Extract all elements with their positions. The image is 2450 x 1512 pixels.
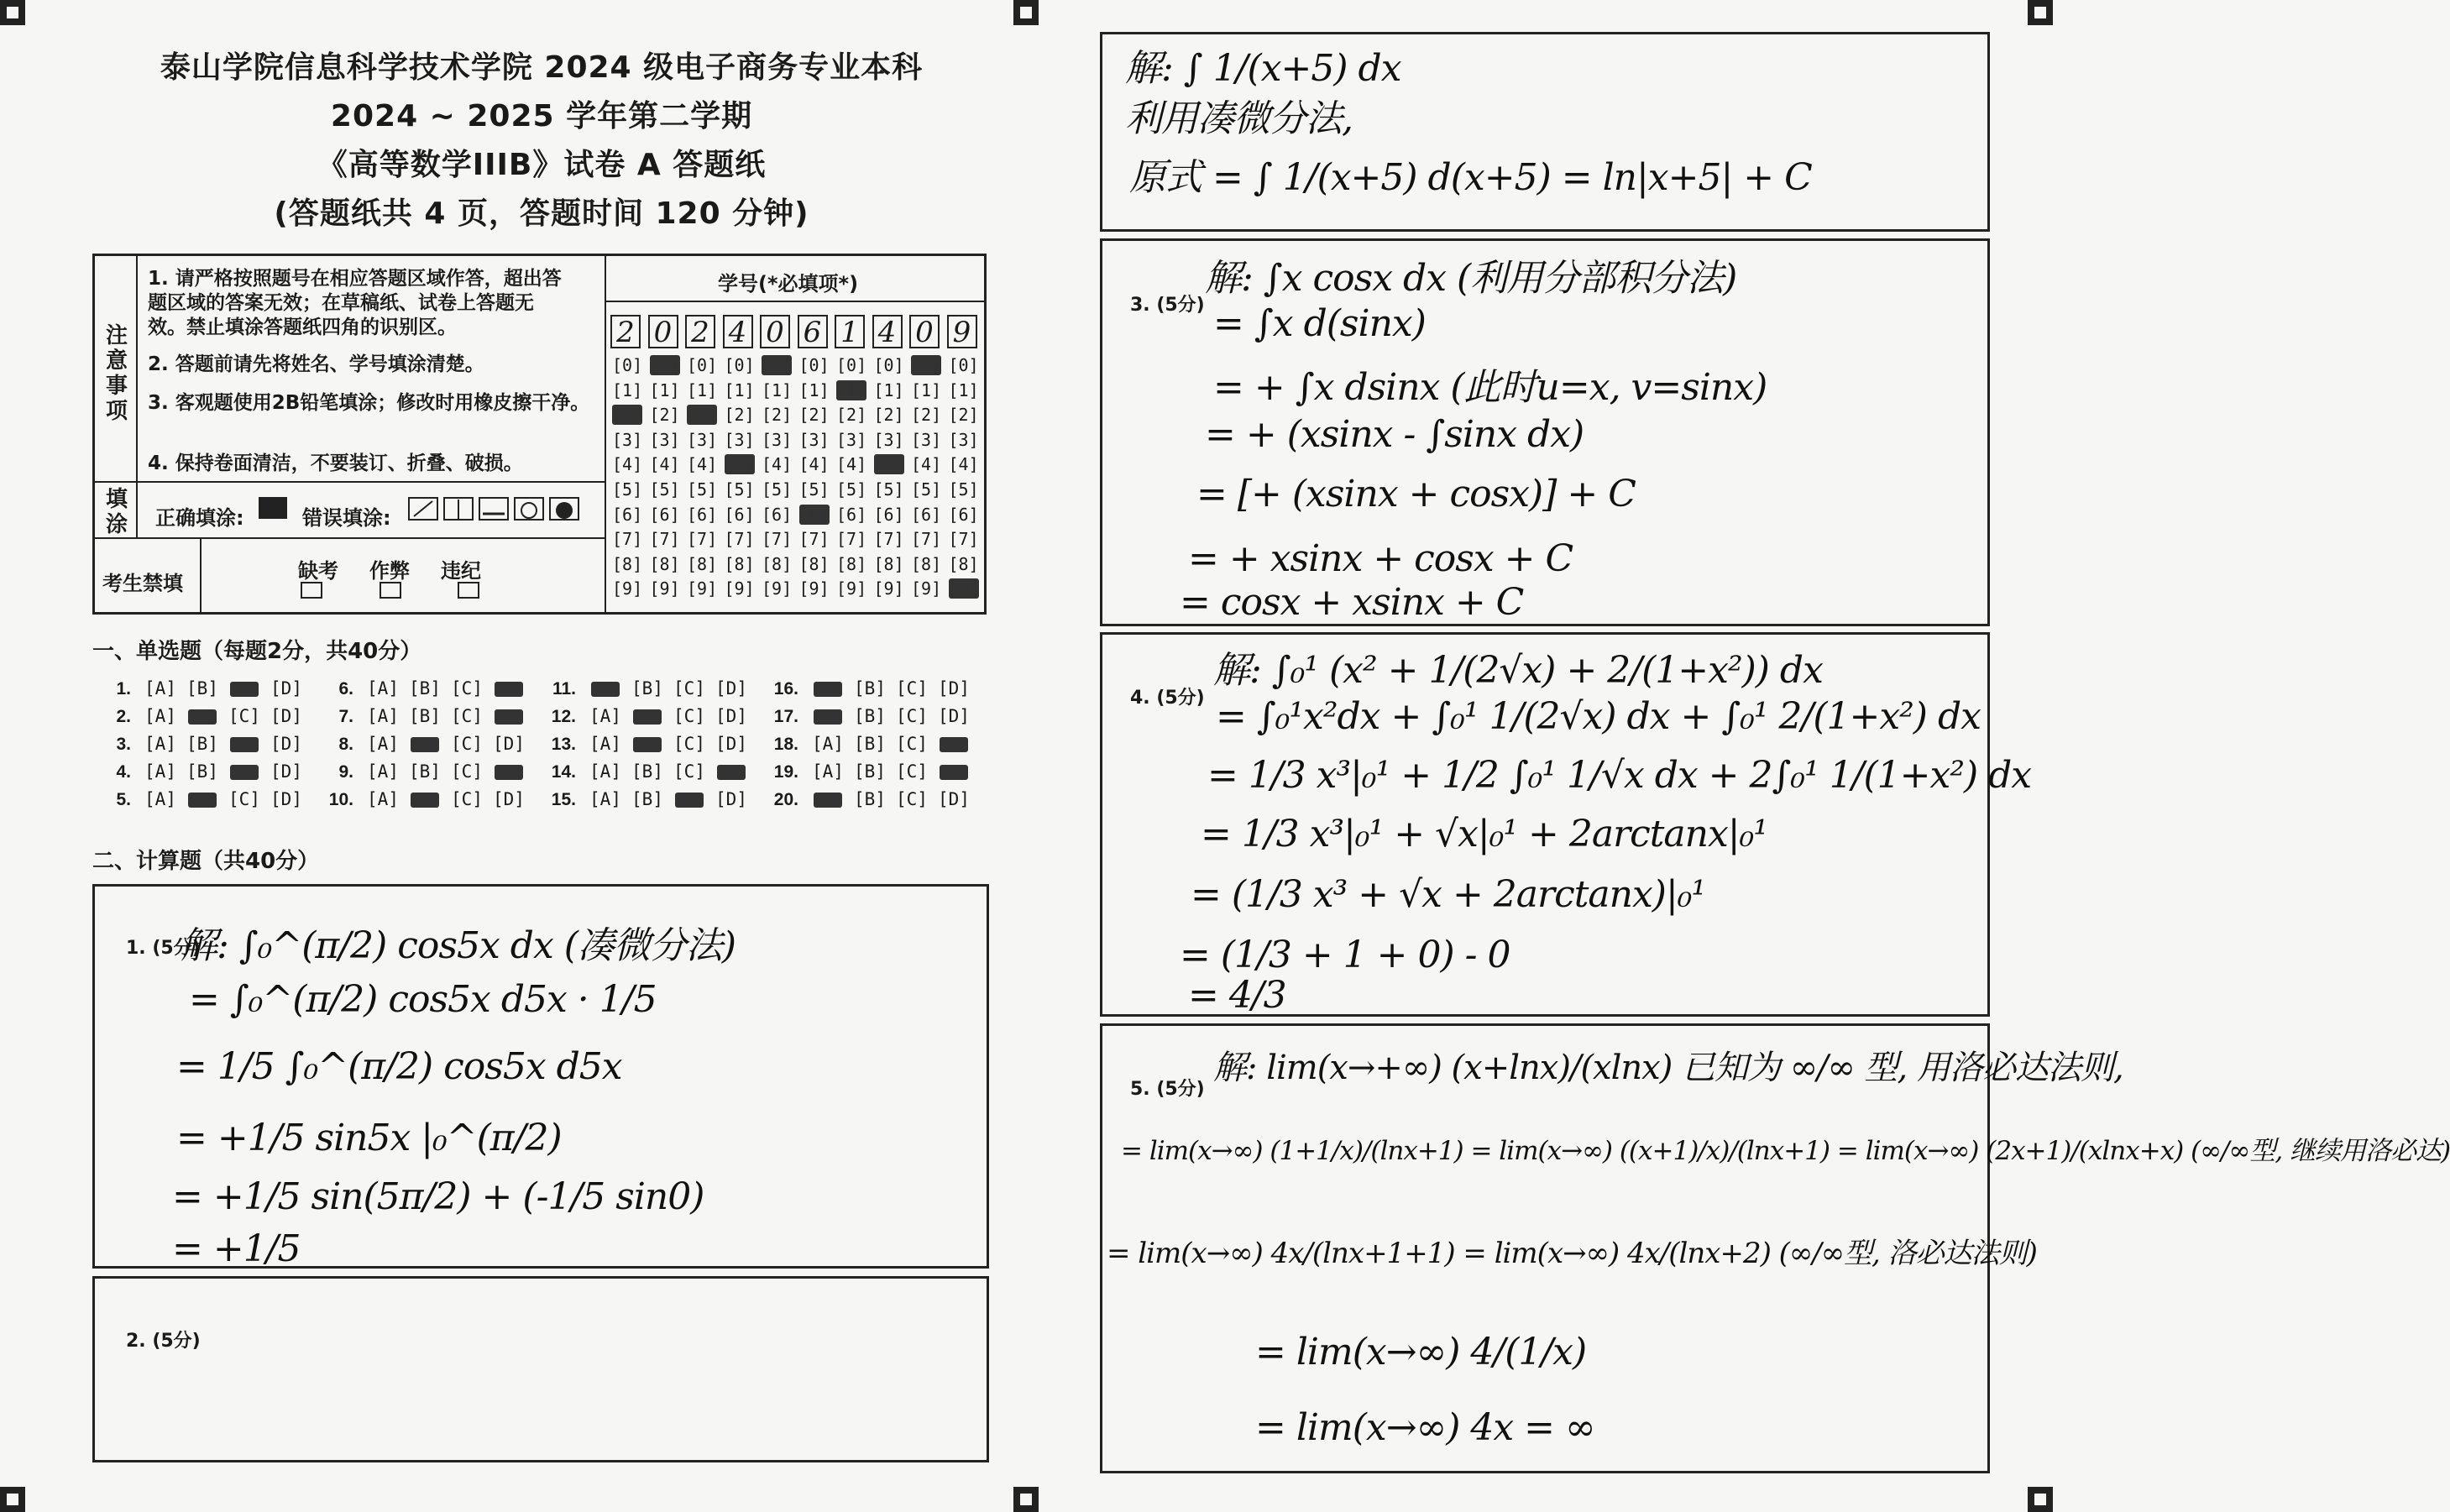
q5-line-2: = lim(x→∞) (1+1/x)/(lnx+1) = lim(x→∞) ((x+1)/x)/(lnx+1) = lim(x→∞) (2x+1)/(xlnx+x) (∞/∞型, 继续用洛必达) [1121, 1136, 2450, 1166]
notes-side-label: 注意事项 [105, 323, 128, 424]
q4-line-1: 解: ∫₀¹ (x² + 1/(2√x) + 2/(1+x²)) dx [1213, 649, 1823, 692]
absent-checkbox[interactable] [301, 582, 322, 599]
mcq-option-d[interactable]: [D] [938, 678, 970, 698]
mcq-option-c[interactable]: [C] [451, 761, 483, 782]
student-id-bubble[interactable]: [5] [687, 479, 718, 500]
q3-line-4: = + (xsinx - ∫sinx dx) [1205, 413, 1584, 456]
mcq-question [322, 761, 530, 782]
student-id-bubble[interactable]: [7] [798, 529, 830, 550]
student-id-bubble[interactable]: [6] [911, 504, 942, 525]
header-school: 泰山学院信息科学技术学院 2024 级电子商务专业本科 [160, 50, 924, 85]
answer-box-q2[interactable] [92, 1276, 989, 1462]
student-id-bubble[interactable]: [5] [612, 479, 643, 500]
student-id-bubble[interactable]: [9] [724, 578, 755, 599]
mcq-option-c[interactable]: [C] [896, 706, 928, 726]
student-id-bubble[interactable]: [9] [612, 578, 643, 599]
mcq-option-b[interactable] [404, 734, 446, 754]
mcq-option-a[interactable] [807, 678, 849, 698]
student-id-bubble[interactable]: [6] [762, 504, 793, 525]
student-id-digit: 1 [835, 315, 865, 348]
student-id-digit: 0 [909, 315, 940, 348]
mcq-option-c[interactable] [223, 678, 265, 698]
student-id-bubble[interactable]: [1] [911, 379, 942, 400]
mcq-number: 2. [116, 707, 131, 726]
student-id-bubble[interactable]: [0] [762, 355, 793, 375]
student-id-bubble[interactable]: [2] [687, 405, 718, 426]
mcq-option-b[interactable] [626, 706, 668, 726]
student-id-bubble[interactable]: [1] [873, 379, 904, 400]
q1-line-6: = +1/5 [172, 1227, 301, 1270]
student-id-bubble[interactable]: [3] [724, 429, 755, 450]
header-exam-title: 《高等数学IIIB》试卷 A 答题纸 [317, 148, 767, 182]
student-id-bubble[interactable]: [3] [873, 429, 904, 450]
mcq-question [544, 761, 752, 782]
student-id-bubble[interactable]: [4] [798, 454, 830, 475]
note-4: 4. 保持卷面清洁，不要装订、折叠、破损。 [148, 453, 523, 474]
student-id-bubble[interactable]: [8] [798, 553, 830, 574]
mcq-option-b[interactable] [181, 789, 223, 809]
mcq-option-d[interactable]: [D] [715, 789, 747, 809]
mcq-option-a[interactable]: [A] [367, 789, 399, 809]
header-term: 2024 ~ 2025 学年第二学期 [330, 99, 753, 133]
mcq-option-d[interactable] [710, 761, 752, 782]
q4-line-6: = (1/3 + 1 + 0) - 0 [1180, 934, 1510, 976]
student-id-bubble[interactable]: [1] [798, 379, 830, 400]
student-id-bubble[interactable]: [0] [798, 355, 830, 375]
mcq-number: 11. [552, 679, 576, 698]
mcq-number: 20. [773, 790, 798, 809]
student-id-bubble[interactable]: [1] [762, 379, 793, 400]
student-id-bubble[interactable]: [6] [948, 504, 979, 525]
student-id-bubble[interactable]: [1] [612, 379, 643, 400]
student-id-bubble[interactable]: [5] [948, 479, 979, 500]
mcq-option-b[interactable]: [B] [186, 678, 218, 698]
mcq-question [767, 706, 975, 727]
student-id-bubble[interactable]: [5] [724, 479, 755, 500]
student-id-bubble[interactable]: [3] [836, 429, 867, 450]
student-id-bubble[interactable]: [2] [724, 405, 755, 426]
q1-line-3: = 1/5 ∫₀^(π/2) cos5x d5x [176, 1045, 622, 1088]
mcq-option-b[interactable] [404, 789, 446, 809]
correct-fill-label: 正确填涂: [155, 506, 244, 530]
mcq-option-d[interactable]: [D] [270, 734, 302, 754]
mcq-option-b[interactable]: [B] [186, 761, 218, 782]
mcq-option-a[interactable]: [A] [367, 706, 399, 726]
mcq-number: 6. [338, 679, 353, 698]
mcq-option-b[interactable]: [B] [409, 761, 441, 782]
student-id-bubble[interactable]: [3] [687, 429, 718, 450]
student-id-bubble[interactable]: [7] [836, 529, 867, 550]
q1-line-4: = +1/5 sin5x |₀^(π/2) [176, 1117, 562, 1159]
corner-marker-top-center [1013, 0, 1039, 25]
mcq-number: 19. [773, 762, 798, 782]
student-id-bubble[interactable]: [7] [687, 529, 718, 550]
mcq-option-a[interactable] [807, 789, 849, 809]
student-id-bubble[interactable]: [3] [649, 429, 680, 450]
mcq-question [99, 789, 307, 810]
q4-label: 4. (5分) [1130, 688, 1205, 709]
student-id-bubble[interactable]: [0] [612, 355, 643, 375]
student-id-bubble[interactable]: [0] [724, 355, 755, 375]
mcq-number: 12. [551, 707, 576, 726]
note-1: 1. 请严格按照题号在相应答题区域作答，超出答题区域的答案无效；在草稿纸、试卷上答题无效。禁止填涂答题纸四角的识别区。 [148, 268, 562, 338]
student-id-bubble[interactable]: [4] [762, 454, 793, 475]
mcq-option-a[interactable]: [A] [812, 734, 844, 754]
q2-line-1: 解: ∫ 1/(x+5) dx [1125, 47, 1401, 90]
mcq-question [544, 706, 752, 727]
header-instructions: (答题纸共 4 页，答题时间 120 分钟) [274, 196, 809, 231]
mcq-option-a[interactable]: [A] [367, 761, 399, 782]
mcq-option-a[interactable]: [A] [589, 706, 621, 726]
q3-line-1: 解: ∫x cosx dx (利用分部积分法) [1205, 257, 1737, 300]
mcq-option-c[interactable]: [C] [896, 761, 928, 782]
student-id-bubble[interactable]: [1] [836, 379, 867, 400]
q3-line-5: = [+ (xsinx + cosx)] + C [1196, 473, 1636, 515]
mcq-question [99, 706, 307, 727]
q2-line-3: 原式 = ∫ 1/(x+5) d(x+5) = ln|x+5| + C [1129, 156, 1812, 199]
q5-line-5: = lim(x→∞) 4x = ∞ [1255, 1406, 1595, 1449]
mcq-option-a[interactable]: [A] [144, 706, 176, 726]
student-id-bubble[interactable]: [4] [836, 454, 867, 475]
student-id-bubble[interactable]: [8] [873, 553, 904, 574]
q4-line-3: = 1/3 x³|₀¹ + 1/2 ∫₀¹ 1/√x dx + 2∫₀¹ 1/(1+x²) dx [1207, 754, 2032, 797]
mcq-option-d[interactable]: [D] [938, 789, 970, 809]
mcq-number: 17. [773, 707, 798, 726]
student-id-bubble[interactable]: [0] [649, 355, 680, 375]
q4-line-7: = 4/3 [1188, 974, 1286, 1017]
mcq-option-a[interactable]: [A] [367, 678, 399, 698]
mcq-number: 5. [116, 790, 131, 809]
mcq-option-d[interactable]: [D] [270, 761, 302, 782]
mcq-question [322, 734, 530, 755]
violation-label: 违纪 [441, 559, 481, 583]
student-id-bubble[interactable]: [0] [836, 355, 867, 375]
wrong-fill-label: 错误填涂: [302, 506, 391, 530]
student-id-bubble[interactable]: [3] [798, 429, 830, 450]
student-id-digit: 4 [723, 315, 753, 348]
corner-marker-bottom-right [2028, 1487, 2053, 1512]
student-id-digit: 0 [760, 315, 790, 348]
cheat-checkbox[interactable] [380, 582, 401, 599]
student-id-bubble[interactable]: [3] [911, 429, 942, 450]
absent-label: 缺考 [298, 559, 338, 583]
student-id-bubble[interactable]: [6] [687, 504, 718, 525]
mcq-option-c[interactable]: [C] [228, 789, 260, 809]
mcq-option-c[interactable]: [C] [896, 734, 928, 754]
student-id-bubble[interactable]: [2] [798, 405, 830, 426]
mcq-option-d[interactable] [933, 761, 975, 782]
q5-line-3: = lim(x→∞) 4x/(lnx+1+1) = lim(x→∞) 4x/(lnx+2) (∞/∞型, 洛必达法则) [1107, 1237, 2037, 1270]
mcq-option-d[interactable] [488, 678, 530, 698]
student-id-bubble[interactable]: [3] [612, 429, 643, 450]
mcq-option-d[interactable]: [D] [938, 706, 970, 726]
student-id-bubble[interactable]: [2] [836, 405, 867, 426]
student-id-bubble[interactable]: [2] [762, 405, 793, 426]
mcq-option-d[interactable] [488, 706, 530, 726]
student-id-bubble[interactable]: [4] [687, 454, 718, 475]
mcq-question [99, 761, 307, 782]
student-id-bubble[interactable]: [8] [612, 553, 643, 574]
q3-line-2: = ∫x d(sinx) [1213, 302, 1426, 345]
mcq-option-b[interactable]: [B] [854, 761, 886, 782]
mcq-option-d[interactable]: [D] [270, 706, 302, 726]
mcq-question [99, 734, 307, 755]
mcq-number: 16. [773, 679, 798, 698]
student-id-digit: 6 [798, 315, 828, 348]
note-3: 3. 客观题使用2B铅笔填涂；修改时用橡皮擦干净。 [148, 392, 590, 414]
q1-line-5: = +1/5 sin(5π/2) + (-1/5 sin0) [172, 1175, 704, 1218]
mcq-option-b[interactable]: [B] [631, 678, 663, 698]
mcq-option-d[interactable]: [D] [715, 678, 747, 698]
student-id-bubble[interactable]: [4] [948, 454, 979, 475]
q1-line-2: = ∫₀^(π/2) cos5x d5x · 1/5 [189, 978, 657, 1021]
q5-line-4: = lim(x→∞) 4/(1/x) [1255, 1331, 1587, 1373]
mcq-option-a[interactable]: [A] [589, 761, 621, 782]
mcq-option-c[interactable]: [C] [673, 678, 705, 698]
mcq-option-d[interactable]: [D] [715, 734, 747, 754]
student-id-bubble[interactable]: [2] [948, 405, 979, 426]
student-id-bubble[interactable]: [9] [687, 578, 718, 599]
mcq-option-d[interactable] [488, 761, 530, 782]
student-id-bubble[interactable]: [1] [687, 379, 718, 400]
mcq-option-b[interactable]: [B] [854, 734, 886, 754]
student-id-bubble[interactable]: [5] [649, 479, 680, 500]
student-id-bubble[interactable]: [4] [724, 454, 755, 475]
student-id-bubble[interactable]: [9] [836, 578, 867, 599]
wrong-fill-samples [407, 495, 584, 527]
mcq-option-a[interactable]: [A] [144, 678, 176, 698]
mcq-question [544, 678, 752, 699]
q4-line-2: = ∫₀¹x²dx + ∫₀¹ 1/(2√x) dx + ∫₀¹ 2/(1+x²) dx [1216, 695, 1981, 738]
student-id-bubble[interactable]: [9] [911, 578, 942, 599]
mcq-option-c[interactable]: [C] [451, 706, 483, 726]
student-id-bubble[interactable]: [8] [649, 553, 680, 574]
mcq-number: 1. [116, 679, 131, 698]
mcq-option-b[interactable]: [B] [854, 678, 886, 698]
student-id-bubble[interactable]: [5] [798, 479, 830, 500]
mcq-option-b[interactable] [626, 734, 668, 754]
student-id-bubble[interactable]: [4] [612, 454, 643, 475]
mcq-option-a[interactable]: [A] [367, 734, 399, 754]
q5-line-1: 解: lim(x→+∞) (x+lnx)/(xlnx) 已知为 ∞/∞ 型, 用洛必达法则, [1213, 1049, 2123, 1087]
student-id-title: 学号(*必填项*) [718, 272, 859, 296]
mcq-option-d[interactable]: [D] [493, 789, 525, 809]
student-id-bubble[interactable]: [2] [911, 405, 942, 426]
student-id-bubble[interactable]: [5] [911, 479, 942, 500]
mcq-option-d[interactable]: [D] [270, 678, 302, 698]
student-id-bubble[interactable]: [2] [873, 405, 904, 426]
student-id-bubble[interactable]: [5] [836, 479, 867, 500]
cheat-label: 作弊 [369, 559, 410, 583]
mcq-option-a[interactable]: [A] [589, 789, 621, 809]
violation-checkbox[interactable] [458, 582, 479, 599]
mcq-question [322, 678, 530, 699]
student-id-bubble[interactable]: [6] [836, 504, 867, 525]
student-id-bubble[interactable]: [1] [948, 379, 979, 400]
student-id-bubble[interactable]: [0] [873, 355, 904, 375]
student-id-digit: 2 [685, 315, 715, 348]
mcq-number: 8. [338, 735, 353, 754]
mcq-question [767, 678, 975, 699]
student-id-bubble[interactable]: [8] [836, 553, 867, 574]
mcq-option-b[interactable]: [B] [409, 706, 441, 726]
mcq-option-b[interactable]: [B] [631, 789, 663, 809]
mcq-number: 10. [328, 790, 353, 809]
q2-label: 2. (5分) [126, 1331, 201, 1352]
student-id-digit: 0 [648, 315, 678, 348]
student-id-bubble[interactable]: [5] [873, 479, 904, 500]
q1-label: 1. (5分) [126, 938, 201, 959]
student-id-bubble[interactable]: [0] [948, 355, 979, 375]
student-id-digit: 9 [947, 315, 977, 348]
mcq-option-c[interactable]: [C] [451, 678, 483, 698]
student-id-bubble[interactable]: [7] [873, 529, 904, 550]
mcq-number: 4. [116, 762, 131, 782]
mcq-option-a[interactable]: [A] [144, 734, 176, 754]
corner-marker-top-left [0, 0, 25, 25]
mcq-option-b[interactable] [181, 706, 223, 726]
student-id-bubble[interactable]: [3] [762, 429, 793, 450]
q1-line-1: 解: ∫₀^(π/2) cos5x dx (凑微分法) [181, 924, 736, 967]
mcq-option-b[interactable]: [B] [409, 678, 441, 698]
mcq-question [322, 789, 530, 810]
mcq-option-b[interactable]: [B] [854, 706, 886, 726]
student-id-bubble[interactable]: [9] [873, 578, 904, 599]
mcq-option-c[interactable] [668, 789, 710, 809]
student-id-bubble[interactable]: [6] [873, 504, 904, 525]
note-2: 2. 答题前请先将姓名、学号填涂清楚。 [148, 353, 484, 375]
mcq-number: 15. [551, 790, 576, 809]
mcq-option-c[interactable]: [C] [673, 734, 705, 754]
student-id-bubble[interactable]: [9] [798, 578, 830, 599]
mcq-option-b[interactable]: [B] [854, 789, 886, 809]
mcq-option-c[interactable]: [C] [451, 734, 483, 754]
mcq-question [767, 761, 975, 782]
student-id-bubble[interactable]: [4] [873, 454, 904, 475]
mcq-option-d[interactable] [933, 734, 975, 754]
student-id-bubble[interactable]: [5] [762, 479, 793, 500]
q3-line-6: = + xsinx + cosx + C [1188, 537, 1573, 580]
student-id-bubble[interactable]: [3] [948, 429, 979, 450]
student-id-bubble[interactable]: [0] [911, 355, 942, 375]
corner-marker-top-right [2028, 0, 2053, 25]
mcq-option-c[interactable]: [C] [673, 761, 705, 782]
mcq-question [767, 789, 975, 810]
mcq-question [544, 734, 752, 755]
student-id-bubble[interactable]: [2] [649, 405, 680, 426]
mcq-option-a[interactable]: [A] [589, 734, 621, 754]
student-id-bubble[interactable]: [8] [687, 553, 718, 574]
section2-title: 二、计算题（共40分） [92, 849, 320, 874]
q2-line-2: 利用凑微分法, [1125, 97, 1353, 140]
mcq-number: 7. [338, 707, 353, 726]
student-id-bubble[interactable]: [8] [911, 553, 942, 574]
student-id-bubble[interactable]: [9] [948, 578, 979, 599]
student-id-bubble[interactable]: [4] [649, 454, 680, 475]
mcq-option-a[interactable]: [A] [812, 761, 844, 782]
student-id-digit: 2 [610, 315, 641, 348]
mcq-option-a[interactable] [807, 706, 849, 726]
q3-line-7: = cosx + xsinx + C [1180, 581, 1524, 624]
q4-line-5: = (1/3 x³ + √x + 2arctanx)|₀¹ [1191, 873, 1706, 916]
student-id-bubble[interactable]: [2] [612, 405, 643, 426]
mcq-number: 18. [773, 735, 798, 754]
mcq-question [99, 678, 307, 699]
mcq-option-a[interactable]: [A] [144, 789, 176, 809]
q5-label: 5. (5分) [1130, 1079, 1205, 1100]
student-id-bubble[interactable]: [6] [612, 504, 643, 525]
mcq-number: 3. [116, 735, 131, 754]
mcq-question [544, 789, 752, 810]
student-id-bubble[interactable]: [9] [649, 578, 680, 599]
corner-marker-bottom-center [1013, 1487, 1039, 1512]
section1-title: 一、单选题（每题2分，共40分） [92, 639, 422, 664]
student-id-bubble[interactable]: [6] [724, 504, 755, 525]
student-id-bubble[interactable]: [1] [649, 379, 680, 400]
mcq-option-a[interactable] [584, 678, 626, 698]
mcq-option-d[interactable]: [D] [715, 706, 747, 726]
student-id-bubble[interactable]: [4] [911, 454, 942, 475]
student-id-bubble[interactable]: [7] [911, 529, 942, 550]
student-id-digit: 4 [872, 315, 903, 348]
q4-line-4: = 1/3 x³|₀¹ + √x|₀¹ + 2arctanx|₀¹ [1201, 813, 1767, 855]
mcq-option-c[interactable]: [C] [896, 678, 928, 698]
student-id-bubble[interactable]: [8] [948, 553, 979, 574]
mcq-option-c[interactable] [223, 761, 265, 782]
mcq-option-c[interactable]: [C] [673, 706, 705, 726]
fill-side-label: 填涂 [105, 487, 128, 537]
mcq-option-b[interactable]: [B] [631, 761, 663, 782]
student-id-bubble[interactable]: [6] [798, 504, 830, 525]
mcq-option-c[interactable]: [C] [451, 789, 483, 809]
student-id-bubble[interactable]: [7] [762, 529, 793, 550]
student-id-bubble[interactable]: [7] [948, 529, 979, 550]
correct-fill-sample [259, 497, 287, 519]
mcq-option-b[interactable]: [B] [186, 734, 218, 754]
q3-line-3: = + ∫x dsinx (此时u=x, v=sinx) [1213, 366, 1767, 409]
student-id-bubble[interactable]: [6] [649, 504, 680, 525]
student-id-bubble[interactable]: [9] [762, 578, 793, 599]
mcq-option-c[interactable]: [C] [896, 789, 928, 809]
mcq-option-d[interactable]: [D] [270, 789, 302, 809]
student-id-bubble[interactable]: [7] [649, 529, 680, 550]
mcq-number: 14. [551, 762, 576, 782]
mcq-number: 13. [551, 735, 576, 754]
mcq-option-a[interactable]: [A] [144, 761, 176, 782]
mcq-number: 9. [338, 762, 353, 782]
student-id-bubble[interactable]: [8] [762, 553, 793, 574]
mcq-option-c[interactable]: [C] [228, 706, 260, 726]
q3-label: 3. (5分) [1130, 295, 1205, 316]
student-id-bubble[interactable]: [8] [724, 553, 755, 574]
mcq-option-d[interactable]: [D] [493, 734, 525, 754]
corner-marker-bottom-left [0, 1487, 25, 1512]
forbidden-label: 考生禁填 [102, 572, 183, 595]
student-id-bubble[interactable]: [1] [724, 379, 755, 400]
mcq-question [767, 734, 975, 755]
student-id-bubble[interactable]: [0] [687, 355, 718, 375]
student-id-bubble[interactable]: [7] [612, 529, 643, 550]
mcq-question [322, 706, 530, 727]
student-id-bubble[interactable]: [7] [724, 529, 755, 550]
mcq-option-c[interactable] [223, 734, 265, 754]
